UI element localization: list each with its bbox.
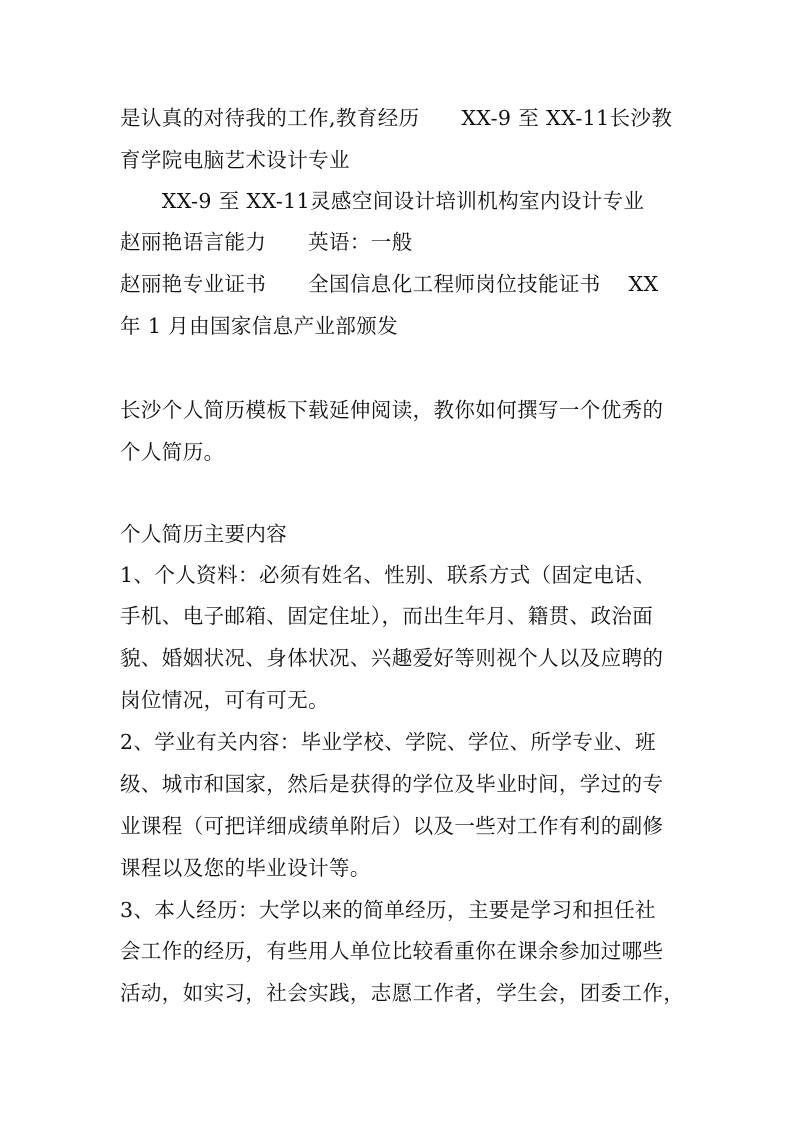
text-line: 手机、电子邮箱、固定住址），而出生年月、籍贯、政治面: [120, 604, 654, 628]
text-line: 长沙个人简历模板下载延伸阅读，教你如何撰写一个优秀的: [120, 398, 664, 422]
text-line: 2、学业有关内容：毕业学校、学院、学位、所学专业、班: [120, 730, 656, 754]
text-line: XX-9 至 XX-11灵感空间设计培训机构室内设计专业: [120, 189, 645, 213]
text-line: 是认真的对待我的工作,教育经历 XX-9 至 XX-11长沙教: [120, 106, 673, 130]
text-line: 级、城市和国家，然后是获得的学位及毕业时间，学过的专: [120, 772, 664, 796]
text-line: 会工作的经历，有些用人单位比较看重你在课余参加过哪些: [120, 939, 664, 963]
text-line: 岗位情况，可有可无。: [120, 688, 329, 712]
text-line: 课程以及您的毕业设计等。: [120, 856, 371, 880]
section-heading: 个人简历主要内容: [120, 522, 288, 546]
text-line: 个人简历。: [120, 440, 225, 464]
text-line: 3、本人经历：大学以来的简单经历，主要是学习和担任社: [120, 898, 656, 922]
text-line: 赵丽艳专业证书 全国信息化工程师岗位技能证书 XX: [120, 272, 659, 296]
text-line: 年 1 月由国家信息产业部颁发: [120, 314, 399, 338]
text-line: 育学院电脑艺术设计专业: [120, 148, 350, 172]
text-line: 1、个人资料：必须有姓名、性别、联系方式（固定电话、: [120, 563, 656, 587]
text-line: 活动，如实习，社会实践，志愿工作者，学生会，团委工作，: [120, 981, 685, 1005]
text-line: 貌、婚姻状况、身体状况、兴趣爱好等则视个人以及应聘的: [120, 646, 664, 670]
text-line: 业课程（可把详细成绩单附后）以及一些对工作有利的副修: [120, 814, 664, 838]
text-line: 赵丽艳语言能力 英语：一般: [120, 230, 413, 254]
